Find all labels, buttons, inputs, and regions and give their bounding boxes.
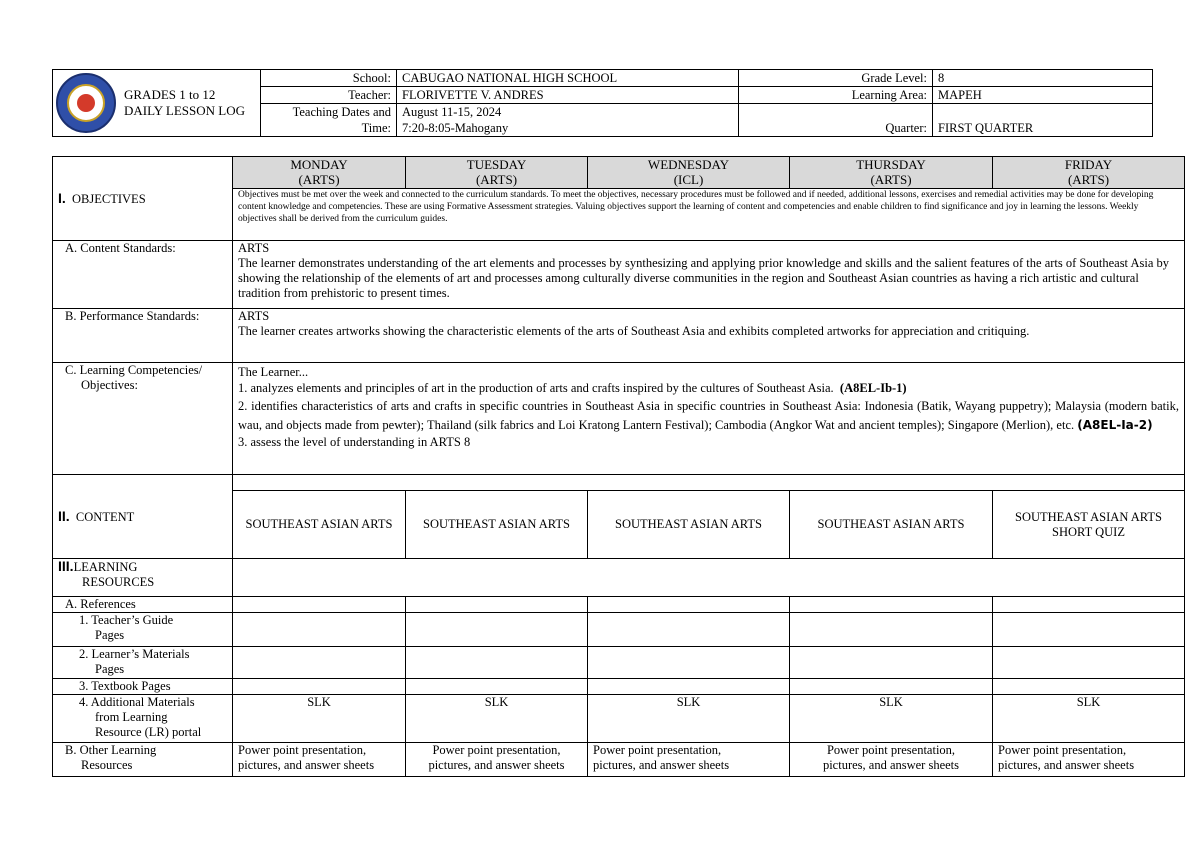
other-resources-thursday: Power point presentation, pictures, and answer sheets: [790, 743, 993, 777]
learners-materials-label: 2. Learner’s Materials Pages: [53, 647, 233, 679]
additional-materials-thursday: SLK: [790, 695, 993, 743]
content-tuesday: SOUTHEAST ASIAN ARTS: [406, 491, 588, 559]
teaching-dates-value: August 11-15, 2024 7:20-8:05-Mahogany: [397, 104, 739, 137]
log-title-line1: GRADES 1 to 12: [124, 87, 216, 102]
performance-standards-label: B. Performance Standards:: [53, 309, 233, 363]
other-resources-friday: Power point presentation, pictures, and answer sheets: [993, 743, 1185, 777]
day-header-tuesday: TUESDAY (ARTS): [406, 157, 588, 189]
competencies-label: C. Learning Competencies/ Objectives:: [53, 363, 233, 475]
references-label: A. References: [53, 597, 233, 613]
learning-area-label: Learning Area:: [739, 87, 933, 104]
other-resources-tuesday: Power point presentation, pictures, and answer sheets: [406, 743, 588, 777]
school-label: School:: [261, 70, 397, 87]
other-resources-wednesday: Power point presentation, pictures, and answer sheets: [588, 743, 790, 777]
other-resources-monday: Power point presentation, pictures, and answer sheets: [233, 743, 406, 777]
teacher-label: Teacher:: [261, 87, 397, 104]
content-thursday: SOUTHEAST ASIAN ARTS: [790, 491, 993, 559]
content-monday: SOUTHEAST ASIAN ARTS: [233, 491, 406, 559]
day-header-monday: MONDAY (ARTS): [233, 157, 406, 189]
school-value: CABUGAO NATIONAL HIGH SCHOOL: [397, 70, 739, 87]
content-blank-row: [233, 475, 1185, 491]
learning-area-value: MAPEH: [933, 87, 1153, 104]
competencies-text: The Learner... 1. analyzes elements and principles of art in the production of arts and crafts inspired by the cultures of Southeast Asia. (A8EL-Ib-1) 2. identifies characteristics of arts and crafts in specific countries in Southeast Asia in specific countries in Southeast Asia: Indonesia (Batik, Wayang puppetry); Malaysia (modern batik, wau, and objects made from pewter); Thailand (silk fabrics and Loi Kratong Lantern Festival); Cambodia (Angkor Wat and ancient temples); Singapore (Merlion), etc. (A8EL-Ia-2) 3. assess the level of understanding in ARTS 8: [233, 363, 1185, 475]
content-friday: SOUTHEAST ASIAN ARTS SHORT QUIZ: [993, 491, 1185, 559]
quarter-value: FIRST QUARTER: [933, 104, 1153, 137]
log-title-line2: DAILY LESSON LOG: [124, 103, 245, 118]
textbook-pages-label: 3. Textbook Pages: [53, 679, 233, 695]
quarter-label: Quarter:: [739, 104, 933, 137]
teachers-guide-label: 1. Teacher’s Guide Pages: [53, 613, 233, 647]
grade-level-label: Grade Level:: [739, 70, 933, 87]
day-header-wednesday: WEDNESDAY (ICL): [588, 157, 790, 189]
additional-materials-monday: SLK: [233, 695, 406, 743]
lesson-log-table: [52, 156, 1185, 777]
deped-seal-icon: [56, 73, 116, 133]
header-logo-cell: [53, 70, 261, 137]
content-heading: II. CONTENT: [53, 475, 233, 559]
content-wednesday: SOUTHEAST ASIAN ARTS: [588, 491, 790, 559]
teaching-dates-label: Teaching Dates and Time:: [261, 104, 397, 137]
performance-standards-text: ARTS The learner creates artworks showing the characteristic elements of the arts of Southeast Asia and exhibits completed artworks for appreciation and critiquing.: [233, 309, 1185, 363]
additional-materials-label: 4. Additional Materials from Learning Resource (LR) portal: [53, 695, 233, 743]
day-header-friday: FRIDAY (ARTS): [993, 157, 1185, 189]
learning-resources-heading: III.LEARNING RESOURCES: [53, 559, 233, 597]
additional-materials-friday: SLK: [993, 695, 1185, 743]
day-header-thursday: THURSDAY (ARTS): [790, 157, 993, 189]
objectives-heading: I. OBJECTIVES: [53, 157, 233, 241]
other-resources-label: B. Other Learning Resources: [53, 743, 233, 777]
content-standards-text: ARTS The learner demonstrates understanding of the art elements and processes by synthesizing and applying prior knowledge and skills and the salient features of the arts of Southeast Asia by showing the relationship of the elements of art and processes among culturally diverse communities in the region and Southeast Asian countries as having a rich artistic and cultural tradition from prehistoric to present times.: [233, 241, 1185, 309]
content-standards-label: A. Content Standards:: [53, 241, 233, 309]
teacher-value: FLORIVETTE V. ANDRES: [397, 87, 739, 104]
header-table: [52, 69, 1153, 137]
additional-materials-tuesday: SLK: [406, 695, 588, 743]
grade-level-value: 8: [933, 70, 1153, 87]
learning-resources-blank: [233, 559, 1185, 597]
additional-materials-wednesday: SLK: [588, 695, 790, 743]
objectives-note: Objectives must be met over the week and connected to the curriculum standards. To meet the objectives, necessary procedures must be followed and if needed, additional lessons, exercises and remedial activities may be done for developing content knowledge and competencies. These are using Formative Assessment strategies. Valuing objectives support the learning of content and competencies and enable children to find significance and joy in learning the lessons. Weekly objectives shall be derived from the curriculum guides.: [233, 189, 1185, 241]
